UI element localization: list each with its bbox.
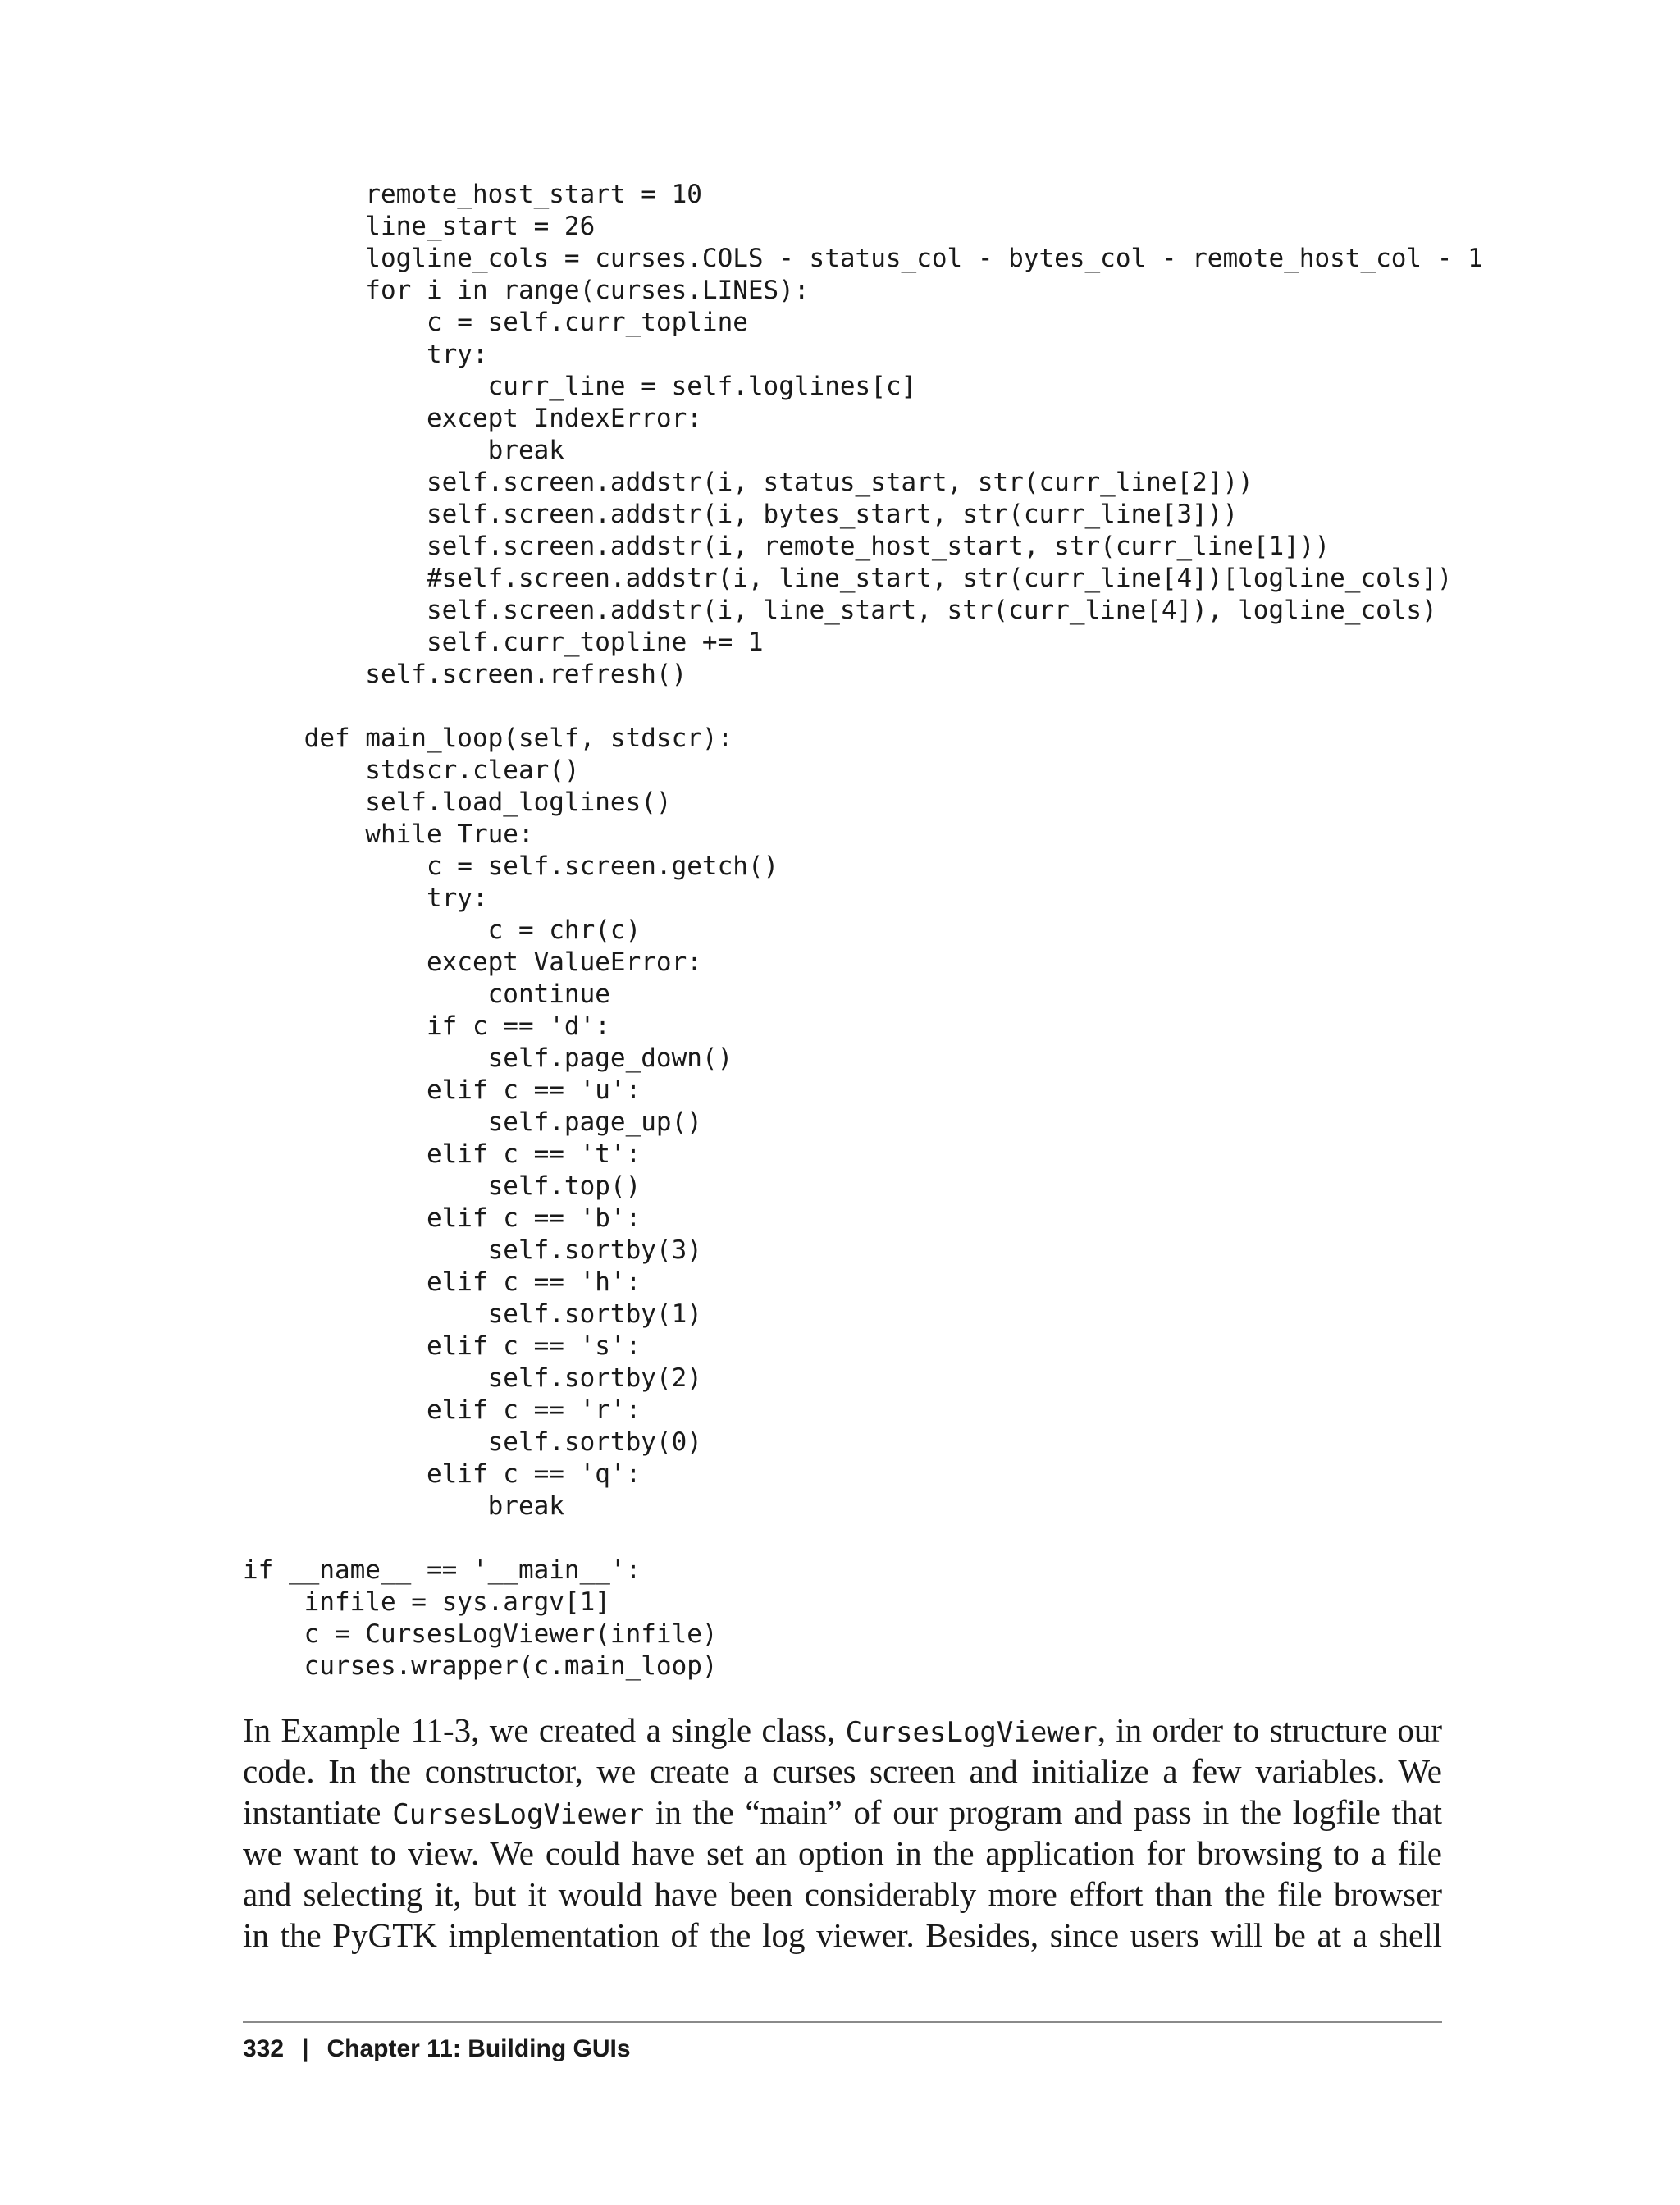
code-line: self.top(): [243, 1171, 641, 1201]
body-paragraph: [243, 1710, 1442, 1956]
code-line: try:: [243, 340, 488, 369]
code-line: [243, 691, 1473, 723]
page-number: 332: [243, 2035, 285, 2062]
footer-separator: |: [302, 2035, 309, 2062]
code-line: except IndexError:: [243, 404, 702, 433]
text-span: In Example 11-3, we created a single class,: [243, 1711, 836, 1749]
code-line: self.screen.addstr(i, remote_host_start, str(curr_line[1])): [243, 532, 1331, 561]
code-line: self.screen.refresh(): [243, 660, 687, 689]
code-line: self.page_down(): [243, 1043, 733, 1073]
inline-code: CursesLogViewer: [845, 1716, 1098, 1749]
code-line: curr_line = self.loglines[c]: [243, 372, 917, 401]
paragraph-line: in the PyGTK implementation of the log viewer. Besides, since users will be at a shell: [243, 1916, 1442, 1954]
code-line: logline_cols = curses.COLS - status_col - bytes_col - remote_host_col - 1: [243, 244, 1483, 273]
code-line: self.screen.addstr(i, bytes_start, str(curr_line[3])): [243, 500, 1239, 529]
code-line: for i in range(curses.LINES):: [243, 276, 810, 305]
code-line: elif c == 's':: [243, 1331, 641, 1361]
code-line: self.load_loglines(): [243, 788, 672, 817]
chapter-title: Chapter 11: Building GUIs: [326, 2035, 631, 2062]
paragraph-line: we want to view. We could have set an option in the application for browsing to a file: [243, 1834, 1442, 1872]
code-line: c = self.screen.getch(): [243, 851, 779, 881]
code-line: infile = sys.argv[1]: [243, 1587, 610, 1617]
code-line: stdscr.clear(): [243, 756, 580, 785]
code-line: if __name__ == '__main__':: [243, 1555, 641, 1585]
paragraph-line: [243, 1710, 1442, 1751]
code-line: line_start = 26: [243, 212, 596, 241]
code-line: continue: [243, 979, 610, 1009]
code-line: elif c == 'q':: [243, 1459, 641, 1489]
code-line: if c == 'd':: [243, 1011, 610, 1041]
code-line: elif c == 't':: [243, 1139, 641, 1169]
code-line: self.curr_topline += 1: [243, 628, 764, 657]
text-span: , in order to structure our: [1097, 1711, 1442, 1749]
code-line: self.page_up(): [243, 1107, 702, 1137]
code-line: self.sortby(3): [243, 1235, 702, 1265]
text-span: in the “main” of our program and pass in the logfile that: [655, 1793, 1442, 1831]
code-line: def main_loop(self, stdscr):: [243, 724, 733, 753]
code-line: break: [243, 436, 564, 465]
code-line: break: [243, 1491, 564, 1521]
code-line: self.sortby(2): [243, 1363, 702, 1393]
paragraph-line: and selecting it, but it would have been considerably more effort than the file browser: [243, 1875, 1442, 1913]
code-line: except ValueError:: [243, 947, 702, 977]
code-line: c = chr(c): [243, 915, 641, 945]
paragraph-line: code. In the constructor, we create a curses screen and initialize a few variables. We: [243, 1752, 1442, 1790]
code-line: remote_host_start = 10: [243, 180, 702, 209]
code-line: elif c == 'u':: [243, 1075, 641, 1105]
code-line: c = CursesLogViewer(infile): [243, 1619, 718, 1649]
code-line: elif c == 'b':: [243, 1203, 641, 1233]
text-span: instantiate: [243, 1793, 381, 1831]
inline-code: CursesLogViewer: [392, 1798, 645, 1831]
code-line: self.sortby(0): [243, 1427, 702, 1457]
code-line: elif c == 'r':: [243, 1395, 641, 1425]
code-line: #self.screen.addstr(i, line_start, str(curr_line[4])[logline_cols]): [243, 564, 1453, 593]
code-line: elif c == 'h':: [243, 1267, 641, 1297]
code-line: self.sortby(1): [243, 1299, 702, 1329]
footer-divider: [243, 2021, 1442, 2023]
code-line: while True:: [243, 819, 534, 849]
code-line: curses.wrapper(c.main_loop): [243, 1651, 718, 1681]
code-listing: [243, 179, 1483, 1682]
paragraph-line: [243, 1792, 1442, 1833]
page-footer: [243, 2033, 631, 2066]
code-line: self.screen.addstr(i, line_start, str(curr_line[4]), logline_cols): [243, 596, 1437, 625]
code-line: try:: [243, 883, 488, 913]
code-line: c = self.curr_topline: [243, 308, 748, 337]
code-line: self.screen.addstr(i, status_start, str(curr_line[2])): [243, 468, 1253, 497]
code-line: [243, 1522, 1473, 1554]
